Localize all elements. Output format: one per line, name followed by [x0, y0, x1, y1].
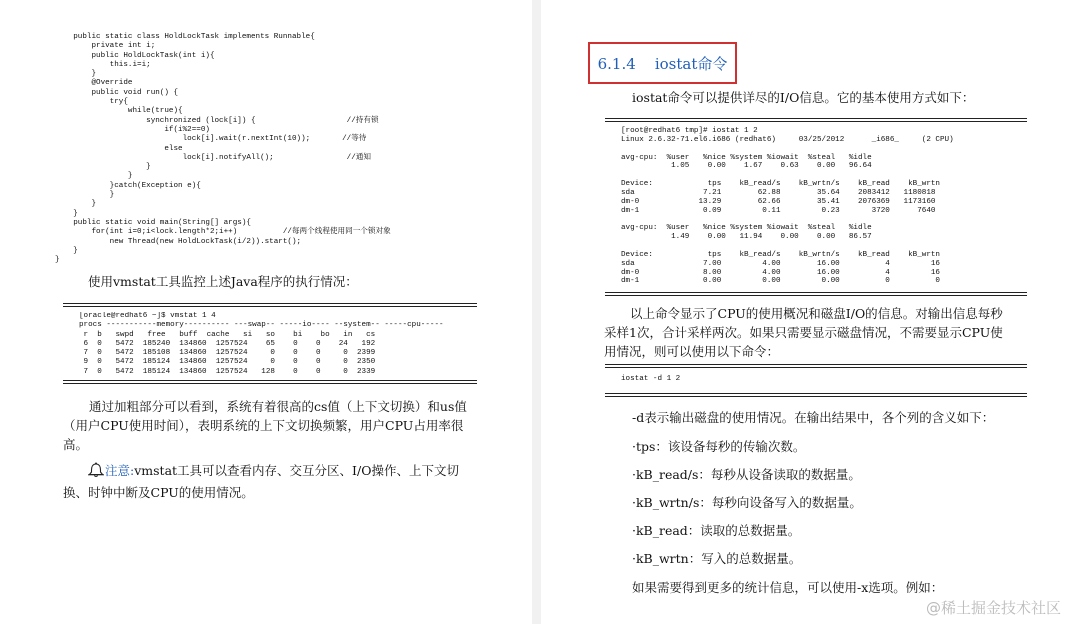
analysis-text: 通过加粗部分可以看到，系统有着很高的cs值（上下文切换）和us值（用户CPU使用时间），表明系统的上下文切换频繁，用户CPU占用率很高。: [63, 399, 467, 452]
note-text: vmstat工具可以查看内存、交互分区、I/O操作、上下文切换、时钟中断及CPU的使用情况。: [63, 463, 459, 500]
d-option-text: -d表示输出磁盘的使用情况。在输出结果中，各个列的含义如下：: [632, 410, 995, 425]
bell-icon: [87, 462, 105, 483]
note-block: [63, 461, 478, 502]
left-page: [0, 0, 532, 624]
note-label: 注意:: [105, 463, 135, 478]
watermark: @稀土掘金技术社区: [925, 599, 1061, 617]
disk-command: iostat -d 1 2: [621, 375, 681, 383]
vmstat-output: [oracle@redhat6 ~]$ vmstat 1 4 procs -----------memory---------- ---swap-- -----io---- --system-- -----cpu----- r b swpd free buff cache si so bi bo in cs 6 0 5472 185240 134860 1257524 65 0 0 24 192 7 0 5472 185108 134860 1257524 0 0 0 0 2399 9 0 5472 185124 134860 1257524 0 0 0 0 2350 7 0 5472 185124 134860 1257524 128 0 0 0 2339: [79, 312, 444, 376]
iostat-intro-text: iostat命令可以提供详尽的I/O信息。它的基本使用方式如下：: [632, 90, 975, 105]
column-desc-kb-read-s: ·kB_read/s：每秒从设备读取的数据量。: [632, 467, 861, 482]
java-code-listing: public static class HoldLockTask implements Runnable{ private int i; public HoldLockTask(int i){ this.i=i; } @Override public void run() { try{ while(true){ synchronized (lock[i]) { //持有锁 if(i%2==0) lock[i].wait(r.nextInt(10)); //等待 else lock[i].notifyAll(); //通知 } } }catch(Exception e){ } } } public static void main(String[] args){ for(int i=0;i<lock.length*2;i++) //每两个线程使用同一个锁对象 new Thread(new HoldLockTask(i/2)).start(); } }: [55, 33, 391, 265]
column-desc-kb-read: ·kB_read：读取的总数据量。: [632, 523, 801, 538]
vmstat-intro-text: 使用vmstat工具监控上述Java程序的执行情况：: [88, 274, 358, 289]
section-heading-box: [588, 42, 737, 84]
section-heading: 6.1.4 iostat命令: [597, 54, 728, 73]
code-block-bottom-rule: [605, 292, 1027, 296]
command-block-top-rule: [605, 364, 1027, 368]
code-block-top-rule: [605, 118, 1027, 122]
column-desc-kb-wrtn: ·kB_wrtn：写入的总数据量。: [632, 551, 802, 566]
iostat-explain-text: 以上命令显示了CPU的使用概况和磁盘I/O的信息。对输出信息每秒采样1次，合计采样两次。如果只需要显示磁盘情况，不需要显示CPU使用情况，则可以使用以下命令：: [604, 306, 1003, 359]
code-block-bottom-rule: [63, 380, 477, 384]
column-desc-kb-wrtn-s: ·kB_wrtn/s：每秒向设备写入的数据量。: [632, 495, 862, 510]
column-desc-tps: ·tps：该设备每秒的传输次数。: [632, 439, 806, 454]
code-block-top-rule: [63, 303, 477, 307]
right-page: [541, 0, 1069, 624]
iostat-output: [root@redhat6 tmp]# iostat 1 2 Linux 2.6.32-71.el6.i686 (redhat6) 03/25/2012 _i686_ (2 CPU) avg-cpu: %user %nice %system %iowait %steal %idle 1.05 0.00 1.67 0.63 0.00 96.64 Device: tps kB_read/s kB_wrtn/s kB_read kB_wrtn sda 7.21 62.88 35.64 2083412 1180818 dm-0 13.29 62.66 35.41 2076369 1173160 dm-1 0.09 0.11 0.23 3720 7640 avg-cpu: %user %nice %system %iowait %steal %idle 1.49 0.00 11.94 0.00 0.00 86.57 Device: tps kB_read/s kB_wrtn/s kB_read kB_wrtn sda 7.00 4.00 16.00 4 16 dm-0 8.00 4.00 16.00 4 16 dm-1 0.00 0.00 0.00 0 0: [621, 127, 954, 286]
command-block-bottom-rule: [605, 393, 1027, 397]
more-stats-text: 如果需要得到更多的统计信息，可以使用-x选项。例如：: [632, 580, 944, 595]
